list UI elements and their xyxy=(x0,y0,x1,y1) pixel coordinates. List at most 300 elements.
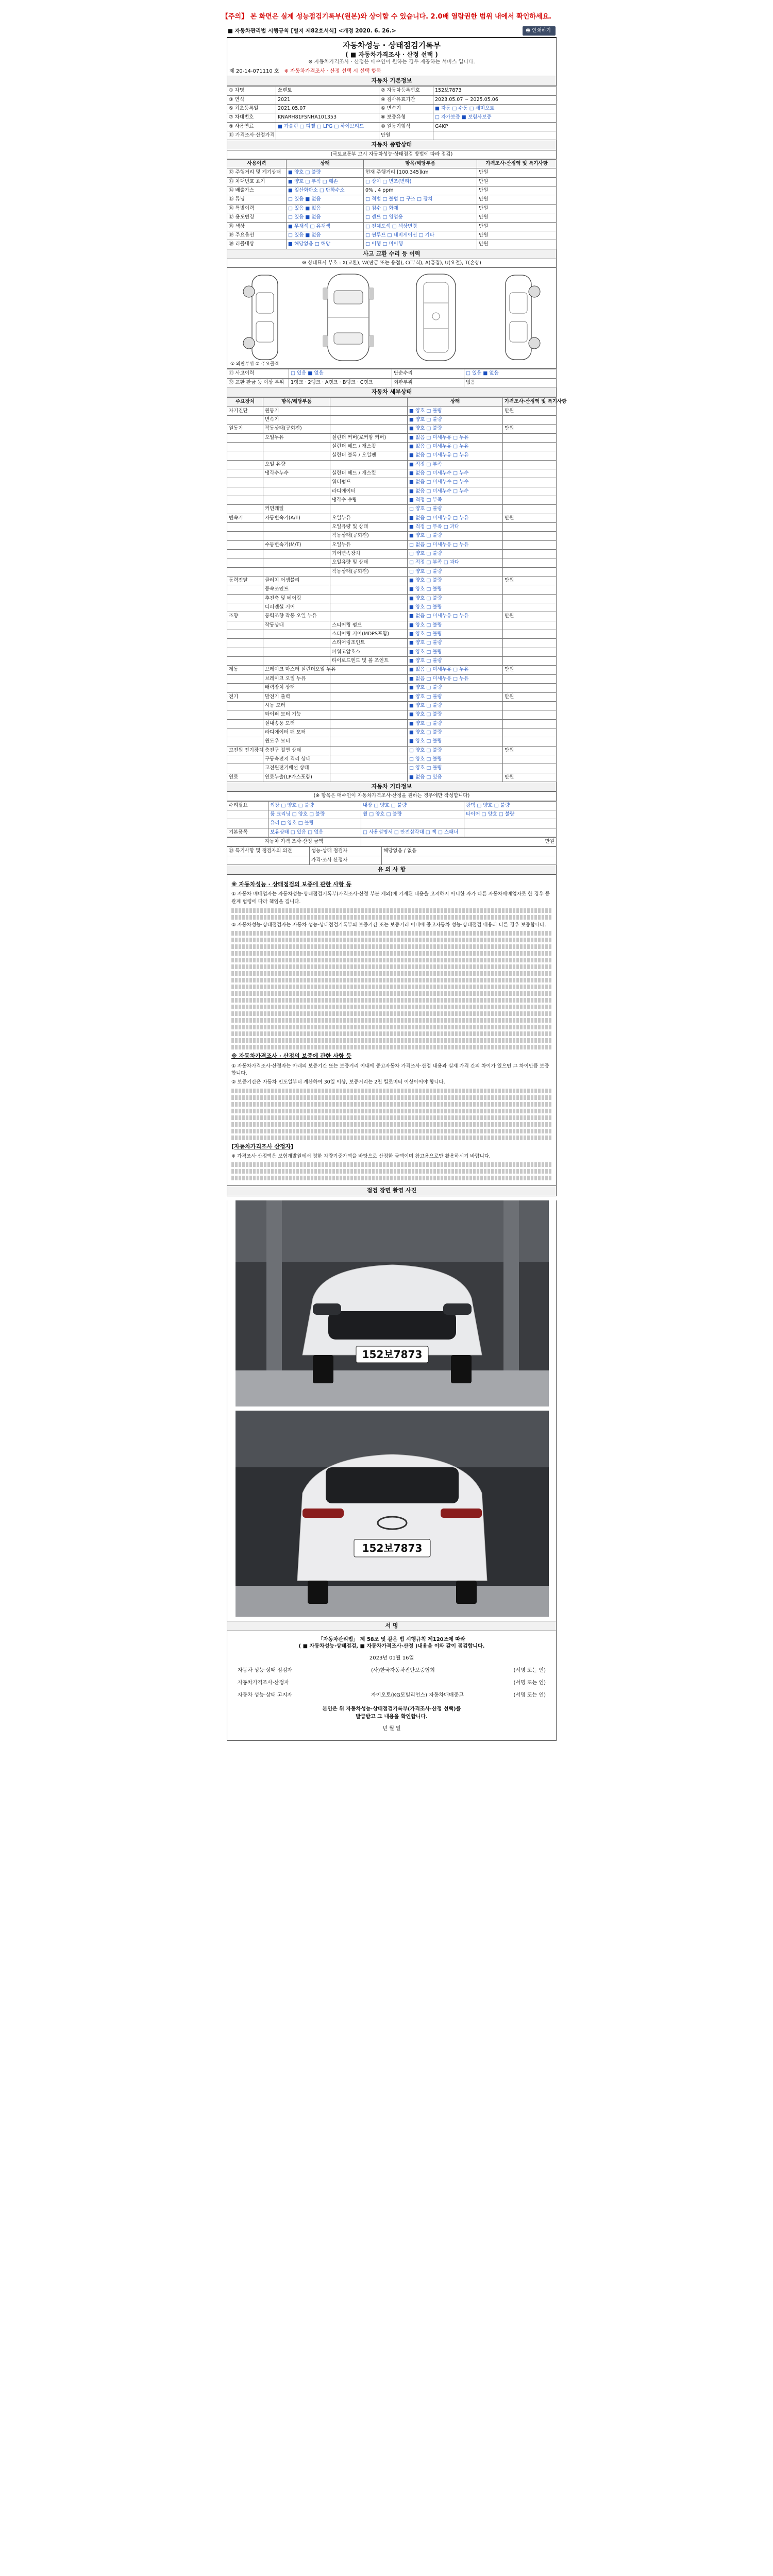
table-cell: 자동변속기(A/T) xyxy=(263,514,330,522)
table-cell: 만원 xyxy=(477,177,557,186)
table-cell: ■ 양호 □ 불량 xyxy=(408,603,503,612)
text-line xyxy=(231,944,552,949)
table-cell: ■ 양호 □ 부식 □ 훼손 xyxy=(287,177,364,186)
table-cell: 실내송풍 모터 xyxy=(263,719,330,728)
table-cell: □ 이행 □ 미이행 xyxy=(364,240,477,249)
table-cell: 쏘렌토 xyxy=(276,87,379,95)
price-total-table xyxy=(227,837,557,846)
table-cell: 가격·조사 산정자 xyxy=(310,856,382,865)
table-cell: □ 썬루프 □ 네비게이션 □ 기타 xyxy=(364,231,477,240)
table-cell: 만원 xyxy=(503,666,557,674)
table-cell xyxy=(227,719,263,728)
text-line xyxy=(231,938,552,942)
table-cell: 만원 xyxy=(477,204,557,213)
table-cell: □ 적법 □ 불법 □ 구조 □ 장치 xyxy=(364,195,477,204)
table-cell: 단순수리 xyxy=(392,369,464,378)
table-cell: ■ 없음 □ 있음 xyxy=(408,773,503,782)
table-cell xyxy=(503,710,557,719)
table-cell xyxy=(227,478,263,487)
notice-banner: 【주의】 본 화면은 실제 성능점검기록부(원본)와 상이할 수 있습니다. 2.0배 열람권한 범위 내에서 확인하세요. xyxy=(222,13,551,21)
table-cell xyxy=(330,701,408,710)
table-cell: 1랭크 · 2랭크 · A랭크 · B랭크 · C랭크 xyxy=(289,378,392,387)
special-notes-table xyxy=(227,846,557,865)
table-cell: 동력전달 xyxy=(227,577,263,585)
table-cell xyxy=(503,674,557,683)
table-cell: ① 차명 xyxy=(227,87,276,95)
table-cell xyxy=(503,540,557,549)
signature-val: 자이오토(KG모빌리언스) 자동차매매중고 xyxy=(371,1692,464,1699)
detail-row xyxy=(227,496,557,504)
photos-title: 점검 장면 촬영 사진 xyxy=(227,1186,557,1196)
table-cell: ■ 양호 □ 불량 xyxy=(408,648,503,656)
table-cell: ■ 양호 □ 불량 xyxy=(408,684,503,692)
table-cell: 냉각수누수 xyxy=(263,469,330,478)
table-cell: 오일누유 xyxy=(263,433,330,442)
detail-row xyxy=(227,532,557,540)
table-cell: □ 침수 □ 화재 xyxy=(364,204,477,213)
table-cell: ■ 양호 □ 불량 xyxy=(408,577,503,585)
table-cell xyxy=(330,612,408,621)
detail-row xyxy=(227,612,557,621)
table-cell xyxy=(330,737,408,746)
text-line xyxy=(231,951,552,956)
table-cell xyxy=(227,639,263,648)
table-cell xyxy=(227,594,263,603)
table-cell xyxy=(227,710,263,719)
table-cell xyxy=(503,532,557,540)
table-cell: ■ 가솔린 □ 디젤 □ LPG □ 하이브리드 xyxy=(276,122,379,131)
table-cell: 실린더 커버(로커암 커버) xyxy=(330,433,408,442)
table-cell: 실린더 블록 / 오일팬 xyxy=(330,451,408,460)
diagram-caption: ① 외판부위 ② 주요골격 xyxy=(230,362,279,367)
table-cell xyxy=(330,666,408,674)
status-row xyxy=(227,213,557,222)
text-line xyxy=(231,1102,552,1107)
table-cell: □ 렌트 □ 영업용 xyxy=(364,213,477,222)
detail-row xyxy=(227,585,557,594)
table-cell: 변속기 xyxy=(227,514,263,522)
table-cell: ■ 적정 □ 부족 xyxy=(408,460,503,469)
detail-row xyxy=(227,505,557,514)
text-line xyxy=(231,1011,552,1016)
table-cell xyxy=(227,585,263,594)
table-cell: 수동변속기(M/T) xyxy=(263,540,330,549)
table-cell: 스티어링 기어(MDPS포함) xyxy=(330,630,408,639)
table-cell: ⑱ 색상 xyxy=(227,222,287,231)
table-cell: 동력조향 작동 오일 누유 xyxy=(263,612,330,621)
table-cell xyxy=(330,755,408,764)
text-line xyxy=(231,1115,552,1120)
table-cell: ■ 양호 □ 불량 xyxy=(408,415,503,424)
status-row xyxy=(227,231,557,240)
table-cell: 오일유량 및 상태 xyxy=(330,522,408,531)
overall-status-table xyxy=(227,159,557,249)
table-cell: 와이퍼 모터 기능 xyxy=(263,710,330,719)
table-cell: ■ 없음 □ 미세누유 □ 누유 xyxy=(408,612,503,621)
table-cell: 작동상태(공회전) xyxy=(330,532,408,540)
table-cell: ■ 없음 □ 미세누유 □ 누유 xyxy=(408,451,503,460)
table-cell xyxy=(503,433,557,442)
table-cell: 원동기 xyxy=(227,425,263,433)
table-cell: ⑥ 변속기 xyxy=(379,105,433,113)
document-number: 제 20-14-071110 호 xyxy=(229,69,279,75)
table-cell: ㉑ 사고이력 xyxy=(227,369,289,378)
table-cell xyxy=(503,594,557,603)
detail-row xyxy=(227,558,557,567)
table-cell xyxy=(503,639,557,648)
basic-info-row xyxy=(227,87,557,95)
special-row xyxy=(227,847,557,856)
table-cell xyxy=(330,505,408,514)
table-cell: ⑪ 가격조사·산정가격 xyxy=(227,131,276,140)
table-cell: ■ 양호 □ 불량 xyxy=(408,710,503,719)
table-cell: ■ 없음 □ 미세누유 □ 누유 xyxy=(408,433,503,442)
signature-declaration: 「자동차관리법」 제 58조 및 같은 법 시행규칙 제120조에 따라 xyxy=(318,1637,465,1643)
table-cell: 배력장치 상태 xyxy=(263,684,330,692)
table-cell: ⑫ 주행거리 및 계기상태 xyxy=(227,168,287,177)
basic-info-row xyxy=(227,105,557,113)
table-cell xyxy=(330,684,408,692)
table-cell xyxy=(263,496,330,504)
title-main: 자동차성능 · 상태점검기록부 xyxy=(342,41,441,50)
table-cell: 스티어링조인트 xyxy=(330,639,408,648)
confirmation-text: 본인은 위 자동차성능·상태점검기록부(가격조사·산정 선택)를 xyxy=(322,1706,461,1713)
detail-row xyxy=(227,451,557,460)
table-cell xyxy=(227,603,263,612)
text-line xyxy=(231,1162,552,1167)
table-cell xyxy=(227,550,263,558)
detail-row xyxy=(227,666,557,674)
table-cell: ■ 양호 □ 불량 xyxy=(408,425,503,433)
table-cell: □ 상이 □ 변조(변타) xyxy=(364,177,477,186)
table-cell xyxy=(263,567,330,576)
text-line xyxy=(231,1018,552,1023)
table-cell: 성능·상태 점검자 xyxy=(310,847,382,856)
detail-row xyxy=(227,478,557,487)
detail-row xyxy=(227,621,557,630)
table-cell: ■ 없음 □ 미세누수 □ 누수 xyxy=(408,469,503,478)
table-cell: 라디에이터 팬 모터 xyxy=(263,728,330,737)
table-cell xyxy=(263,478,330,487)
table-cell: □ 전체도색 □ 색상변경 xyxy=(364,222,477,231)
table-cell xyxy=(330,692,408,701)
detail-status-title: 자동차 세부상태 xyxy=(227,387,557,397)
rear-photo xyxy=(236,1411,549,1617)
accident-history-note: ※ 상태표시 부호 : X(교환), W(판금 또는 용접), C(부식), A(흠집), U(요철), T(손상) xyxy=(227,259,557,268)
front-car-image xyxy=(236,1200,549,1406)
notes-paragraph: ① 자동차 매매업자는 자동차성능·상태점검기록부(가격조사·산정 부분 제외)에 기재된 내용을 고지하지 아니한 자가 다른 자동차매매업자로 한 경우 등 관계 법령에 따라 책임을 집니다. xyxy=(231,891,550,905)
table-cell xyxy=(227,728,263,737)
table-cell xyxy=(503,648,557,656)
table-cell: 클러치 어셈블리 xyxy=(263,577,330,585)
signature-row xyxy=(238,1692,546,1699)
text-line xyxy=(231,1045,552,1049)
column-header: 상태 xyxy=(408,398,503,406)
table-cell xyxy=(503,728,557,737)
accident-row xyxy=(227,378,557,387)
table-cell: ■ 자동 □ 수동 □ 세미오토 xyxy=(433,105,557,113)
text-line xyxy=(231,958,552,962)
signature-lab: 자동차 성능·상태 고지자 xyxy=(238,1692,293,1699)
table-cell xyxy=(227,657,263,666)
column-header: 항목/해당부품 xyxy=(263,398,330,406)
text-line xyxy=(231,1136,552,1140)
signature-lab: 자동차 성능·상태 점검자 xyxy=(238,1668,293,1674)
table-cell: ⑲ 주요옵션 xyxy=(227,231,287,240)
table-cell xyxy=(503,684,557,692)
detail-row xyxy=(227,728,557,737)
table-cell: ⑬ 차대번호 표기 xyxy=(227,177,287,186)
table-cell xyxy=(503,451,557,460)
accident-table xyxy=(227,369,557,387)
table-cell xyxy=(503,496,557,504)
table-cell xyxy=(227,558,263,567)
table-cell: 만원 xyxy=(477,168,557,177)
document-number-note: ※ 자동차가격조사 · 산정 선택 시 선택 항목 xyxy=(284,69,381,75)
signature-row xyxy=(238,1667,546,1674)
table-cell: ■ 해당없음 □ 해당 xyxy=(287,240,364,249)
other-info-row xyxy=(227,819,557,828)
table-cell: □ 있음 ■ 없음 xyxy=(287,204,364,213)
photos-section xyxy=(227,1200,557,1621)
table-cell xyxy=(227,810,268,819)
rear-plate-text: 152보7873 xyxy=(362,1541,423,1554)
text-line xyxy=(231,931,552,936)
confirmation-text-2: 발급받고 그 내용을 확인합니다. xyxy=(356,1714,428,1720)
table-cell: 원동기 xyxy=(263,406,330,415)
basic-info-row xyxy=(227,113,557,122)
notes-box-title: [자동차가격조사 산정자] xyxy=(231,1143,294,1150)
table-cell xyxy=(227,630,263,639)
table-cell: ■ 양호 □ 불량 xyxy=(408,728,503,737)
table-cell: 만원 xyxy=(477,195,557,204)
table-cell xyxy=(503,719,557,728)
table-cell xyxy=(330,764,408,773)
detail-row xyxy=(227,639,557,648)
table-cell: 구동축전지 격리 상태 xyxy=(263,755,330,764)
detail-row xyxy=(227,674,557,683)
table-cell: ■ 양호 □ 불량 xyxy=(408,639,503,648)
table-cell xyxy=(263,630,330,639)
table-cell xyxy=(330,773,408,782)
table-cell xyxy=(330,603,408,612)
table-cell xyxy=(227,540,263,549)
detail-row xyxy=(227,710,557,719)
signature-seal: (서명 또는 인) xyxy=(513,1668,546,1674)
table-cell: 등속조인트 xyxy=(263,585,330,594)
table-cell xyxy=(503,558,557,567)
status-row xyxy=(227,177,557,186)
table-cell: □ 있음 ■ 없음 xyxy=(287,231,364,240)
table-cell: 2023.05.07 ~ 2025.05.06 xyxy=(433,95,557,104)
notes-heading-price: ※ 자동차가격조사 · 산정의 보증에 관한 사항 등 xyxy=(231,1053,351,1060)
table-cell xyxy=(433,131,557,140)
table-cell: 타이로드엔드 및 볼 조인트 xyxy=(330,657,408,666)
table-cell xyxy=(263,451,330,460)
table-cell: ■ 양호 □ 불량 xyxy=(408,701,503,710)
table-cell: 만원 xyxy=(503,746,557,755)
column-header: 항목/해당부품 xyxy=(364,160,477,168)
table-cell: ■ 양호 □ 불량 xyxy=(408,630,503,639)
document-number-row xyxy=(227,67,557,76)
print-button[interactable] xyxy=(523,26,556,36)
detail-row xyxy=(227,577,557,585)
text-line xyxy=(231,985,552,989)
table-cell xyxy=(263,550,330,558)
table-cell xyxy=(330,415,408,424)
table-cell: ⑧ 보증유형 xyxy=(379,113,433,122)
other-info-title: 자동차 기타정보 xyxy=(227,782,557,792)
table-cell xyxy=(227,856,310,865)
table-cell: 보유상태 □ 있음 □ 없음 xyxy=(268,828,361,837)
table-cell: □ 양호 □ 불량 xyxy=(408,550,503,558)
detail-row xyxy=(227,469,557,478)
table-cell: ■ 양호 □ 불량 xyxy=(408,532,503,540)
table-cell xyxy=(503,505,557,514)
confirmation-date: 년 월 일 xyxy=(382,1726,401,1732)
table-cell xyxy=(263,522,330,531)
document-title xyxy=(227,38,557,67)
table-cell: □ 있음 ■ 없음 xyxy=(287,195,364,204)
table-cell: G4KP xyxy=(433,122,557,131)
detail-row xyxy=(227,701,557,710)
detail-row xyxy=(227,737,557,746)
table-cell: 2021.05.07 xyxy=(276,105,379,113)
table-cell: ■ 없음 □ 미세누수 □ 누수 xyxy=(408,478,503,487)
table-cell xyxy=(263,487,330,496)
table-cell: ■ 양호 □ 불량 xyxy=(408,657,503,666)
table-cell xyxy=(503,478,557,487)
signature-seal: (서명 또는 인) xyxy=(513,1680,546,1686)
car-top-diagram xyxy=(317,272,379,363)
table-cell: □ 양호 □ 불량 xyxy=(408,746,503,755)
status-row xyxy=(227,195,557,204)
text-line xyxy=(231,1089,552,1093)
table-cell xyxy=(464,828,557,837)
table-cell xyxy=(330,710,408,719)
table-cell: ⑳ 리콜대상 xyxy=(227,240,287,249)
notes-heading-inspection: ※ 자동차성능 · 상태점검의 보증에 관한 사항 등 xyxy=(231,881,351,888)
table-cell xyxy=(330,460,408,469)
table-cell: 시동 모터 xyxy=(263,701,330,710)
table-cell: 고전원 전기장치 xyxy=(227,746,263,755)
table-cell: 현재 주행거리 [100,345]km xyxy=(364,168,477,177)
table-cell xyxy=(263,558,330,567)
table-cell: 해당없음 / 없음 xyxy=(382,847,557,856)
car-side-left-diagram xyxy=(237,272,293,363)
table-cell: 작동상태 xyxy=(263,621,330,630)
table-cell: 만원 xyxy=(503,425,557,433)
table-cell: ⑰ 용도변경 xyxy=(227,213,287,222)
table-cell: 연료누출(LP가스포함) xyxy=(263,773,330,782)
table-cell: □ 적정 □ 부족 □ 과다 xyxy=(408,558,503,567)
signature-date: 2023년 01월 16일 xyxy=(369,1655,414,1662)
table-cell xyxy=(227,487,263,496)
text-line xyxy=(231,1169,552,1174)
text-line xyxy=(231,964,552,969)
table-cell xyxy=(503,460,557,469)
table-cell xyxy=(503,621,557,630)
table-cell: 152보7873 xyxy=(433,87,557,95)
table-cell xyxy=(330,728,408,737)
table-cell: 기어변속장치 xyxy=(330,550,408,558)
table-cell: ⑤ 최초등록일 xyxy=(227,105,276,113)
table-cell xyxy=(503,657,557,666)
table-cell: 브레이크 마스터 실린더오일 누유 xyxy=(263,666,330,674)
table-cell: 만원 xyxy=(503,692,557,701)
notes-paragraph: ※ 가격조사·산정액은 보험개발원에서 정한 차량기준가액을 바탕으로 산정한 금액이며 참고용으로만 활용하시기 바랍니다. xyxy=(231,1153,491,1159)
table-cell: 만원 xyxy=(503,577,557,585)
table-cell: 스티어링 펌프 xyxy=(330,621,408,630)
table-cell xyxy=(330,585,408,594)
table-cell: 조향 xyxy=(227,612,263,621)
table-cell: ■ 양호 □ 불량 xyxy=(408,406,503,415)
table-cell: 워터펌프 xyxy=(330,478,408,487)
table-cell xyxy=(227,755,263,764)
table-cell xyxy=(227,415,263,424)
table-cell: ■ 양호 □ 불량 xyxy=(408,737,503,746)
detail-row xyxy=(227,764,557,773)
table-cell: 만원 xyxy=(477,222,557,231)
front-plate-text: 152보7873 xyxy=(362,1348,423,1361)
table-cell xyxy=(361,819,464,828)
table-cell: ■ 양호 □ 불량 xyxy=(287,168,364,177)
table-cell: ■ 양호 □ 불량 xyxy=(408,692,503,701)
table-cell: KNARH81FSNHA101353 xyxy=(276,113,379,122)
detail-row xyxy=(227,594,557,603)
table-cell: 충전구 절연 상태 xyxy=(263,746,330,755)
table-cell: 오일누유 xyxy=(330,540,408,549)
table-cell: ■ 적정 □ 부족 □ 과다 xyxy=(408,522,503,531)
table-cell xyxy=(263,639,330,648)
table-cell xyxy=(330,577,408,585)
table-cell xyxy=(227,496,263,504)
table-cell: ■ 무채색 □ 유채색 xyxy=(287,222,364,231)
text-line xyxy=(231,915,552,920)
table-cell: 기본품목 xyxy=(227,828,268,837)
other-info-row xyxy=(227,810,557,819)
table-cell xyxy=(503,585,557,594)
signature-rows xyxy=(238,1667,546,1699)
column-header: 사용이력 xyxy=(227,160,287,168)
text-line xyxy=(231,1122,552,1127)
text-line xyxy=(231,991,552,996)
table-cell xyxy=(503,603,557,612)
signature-section xyxy=(227,1631,557,1741)
other-info-table xyxy=(227,801,557,837)
detail-row xyxy=(227,550,557,558)
accident-history-title: 사고 교환 수리 등 이력 xyxy=(227,249,557,259)
status-row xyxy=(227,240,557,249)
detail-row xyxy=(227,460,557,469)
signature-declaration-2: ( ■ 자동차성능·상태점검, ■ 자동차가격조사·산정 )내용을 이와 같이 점검합니다. xyxy=(298,1643,485,1650)
table-cell xyxy=(227,684,263,692)
detail-row xyxy=(227,684,557,692)
table-cell xyxy=(330,746,408,755)
document-header xyxy=(227,25,557,38)
text-line xyxy=(231,1095,552,1100)
car-diagram-area xyxy=(227,268,557,369)
table-cell: 냉각수 수량 xyxy=(330,496,408,504)
table-cell xyxy=(227,505,263,514)
signature-lab: 자동차가격조사·산정자 xyxy=(238,1680,289,1686)
table-cell: ■ 없음 □ 미세누유 □ 누유 xyxy=(408,514,503,522)
detail-row xyxy=(227,487,557,496)
table-cell xyxy=(227,522,263,531)
table-cell: 만원 xyxy=(477,240,557,249)
table-cell: ⑭ 배출가스 xyxy=(227,187,287,195)
table-cell: ■ 없음 □ 미세누수 □ 누수 xyxy=(408,487,503,496)
